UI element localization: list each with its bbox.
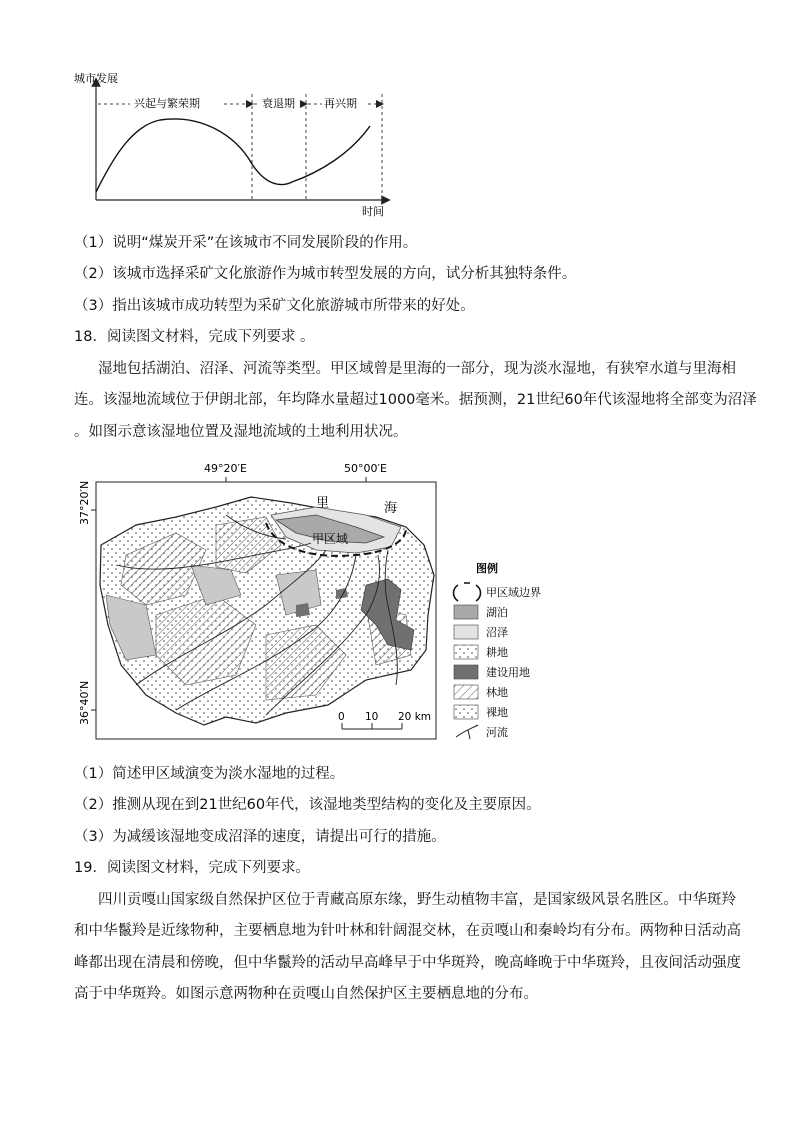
svg-text:0: 0 bbox=[338, 711, 345, 723]
region-label: 甲区域 bbox=[312, 532, 349, 546]
q19-para-line: 四川贡嘎山国家级自然保护区位于青藏高原东缘，野生动植物丰富，是国家级风景名胜区。中华斑羚 bbox=[98, 892, 736, 908]
q18-sub3: （3）为减缓该湿地变成沼泽的速度，请提出可行的措施。 bbox=[74, 829, 446, 845]
y-axis-label: 城市发展 bbox=[74, 72, 118, 85]
phase3-label: 再兴期 bbox=[324, 97, 357, 110]
lon-label-1: 49°20′E bbox=[204, 462, 247, 475]
svg-text:10: 10 bbox=[365, 711, 379, 723]
legend-river-swatch bbox=[456, 725, 478, 739]
svg-text:建设用地: 建设用地 bbox=[486, 666, 530, 679]
svg-text:沼泽: 沼泽 bbox=[486, 626, 508, 639]
phase2-label: 衰退期 bbox=[262, 97, 295, 110]
builtup-area bbox=[296, 603, 310, 617]
q17-sub3: （3）指出该城市成功转型为采矿文化旅游城市所带来的好处。 bbox=[74, 298, 475, 314]
q17-sub1: （1）说明“煤炭开采”在该城市不同发展阶段的作用。 bbox=[74, 235, 418, 251]
development-curve bbox=[96, 119, 370, 192]
svg-text:湖泊: 湖泊 bbox=[486, 606, 508, 619]
svg-text:林地: 林地 bbox=[486, 686, 508, 699]
city-development-chart bbox=[60, 64, 400, 224]
q18-heading: 18．阅读图文材料，完成下列要求 。 bbox=[74, 329, 315, 345]
q18-sub1: （1）简述甲区域演变为淡水湿地的过程。 bbox=[74, 766, 345, 782]
lat-label-1: 37°20′N bbox=[78, 480, 91, 525]
legend-bareland-swatch bbox=[454, 705, 478, 719]
q18-para-line: 湿地包括湖泊、沼泽、河流等类型。甲区域曾是里海的一部分，现为淡水湿地，有狭窄水道与里海相 bbox=[98, 361, 736, 377]
legend-title: 图例 bbox=[476, 562, 498, 575]
q19-heading: 19．阅读图文材料，完成下列要求。 bbox=[74, 860, 310, 876]
q19-para-line: 峰都出现在清晨和傍晚，但中华鬣羚的活动早高峰早于中华斑羚，晚高峰晚于中华斑羚，且夜间活动强度 bbox=[74, 955, 741, 971]
phase1-label: 兴起与繁荣期 bbox=[134, 97, 200, 110]
svg-text:河流: 河流 bbox=[486, 726, 508, 739]
wetland-land-use-map bbox=[66, 455, 566, 745]
sea-label-1: 里 bbox=[316, 496, 330, 511]
svg-text:耕地: 耕地 bbox=[486, 646, 508, 659]
q18-sub2: （2）推测从现在到21世纪60年代，该湿地类型结构的变化及主要原因。 bbox=[74, 797, 541, 813]
svg-text:甲区域边界: 甲区域边界 bbox=[486, 586, 541, 599]
sea-label-2: 海 bbox=[384, 501, 398, 516]
q18-para-line: 。如图示意该湿地位置及湿地流域的土地利用状况。 bbox=[74, 424, 408, 440]
lon-label-2: 50°00′E bbox=[344, 462, 387, 475]
legend-forest-swatch bbox=[454, 685, 478, 699]
q18-para-line: 连。该湿地流域位于伊朗北部，年均降水量超过1000毫米。据预测，21世纪60年代该湿地将全部变为沼泽 bbox=[74, 392, 757, 408]
q19-para-line: 和中华鬣羚是近缘物种，主要栖息地为针叶林和针阔混交林，在贡嘎山和秦岭均有分布。两物种日活动高 bbox=[74, 923, 741, 939]
legend-builtup-swatch bbox=[454, 665, 478, 679]
map-legend bbox=[454, 561, 542, 739]
legend-farmland-swatch bbox=[454, 645, 478, 659]
svg-text:20 km: 20 km bbox=[398, 711, 432, 723]
legend-boundary-swatch bbox=[454, 583, 481, 601]
q19-para-line: 高于中华斑羚。如图示意两物种在贡嘎山自然保护区主要栖息地的分布。 bbox=[74, 986, 538, 1002]
q17-sub2: （2）该城市选择采矿文化旅游作为城市转型发展的方向，试分析其独特条件。 bbox=[74, 266, 577, 282]
legend-marsh-swatch bbox=[454, 625, 478, 639]
legend-lake-swatch bbox=[454, 605, 478, 619]
lat-label-2: 36°40′N bbox=[78, 680, 91, 725]
x-axis-label: 时间 bbox=[362, 205, 384, 218]
svg-text:裸地: 裸地 bbox=[486, 706, 508, 719]
